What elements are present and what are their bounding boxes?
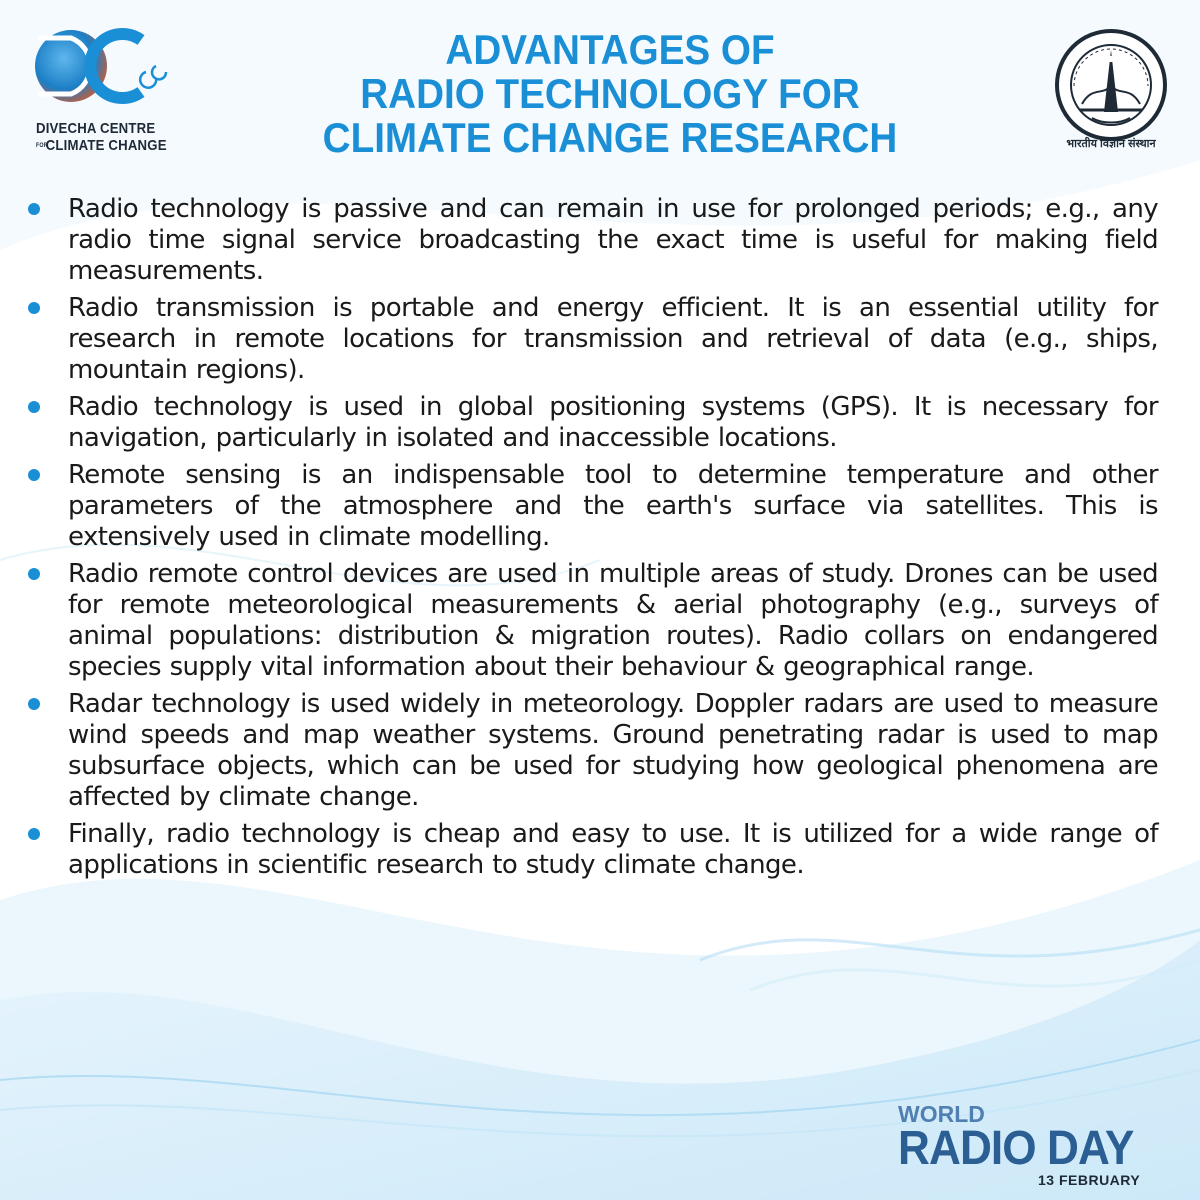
org-name-for: FOR xyxy=(36,142,48,149)
bullet-text: Remote sensing is an indispensable tool to determine temperature and other parameters of the atmosphere and the earth's surface via satellites. This is extensively used in climate modelling. xyxy=(68,460,1158,552)
bullet-dot-icon xyxy=(28,568,40,580)
page-title xyxy=(279,28,941,160)
org-name-line2: CLIMATE CHANGE xyxy=(45,137,167,154)
list-item xyxy=(28,293,1158,386)
seal-caption: भारतीय विज्ञान संस्थान xyxy=(1066,138,1156,150)
title-line-2: RADIO TECHNOLOGY FOR xyxy=(360,70,860,117)
list-item xyxy=(28,460,1158,553)
list-item xyxy=(28,392,1158,454)
footer-radio-day: RADIO DAY xyxy=(898,1122,1134,1175)
advantages-list xyxy=(28,194,1158,887)
title-line-1: ADVANTAGES OF xyxy=(445,26,775,73)
footer-world: WORLD xyxy=(898,1101,985,1127)
divecha-centre-logo xyxy=(26,18,186,158)
bullet-dot-icon xyxy=(28,401,40,413)
bullet-dot-icon xyxy=(28,828,40,840)
list-item xyxy=(28,819,1158,881)
bullet-dot-icon xyxy=(28,698,40,710)
bullet-text: Radio transmission is portable and energy efficient. It is an essential utility for research in remote locations for transmission and retrieval of data (e.g., ships, mountain regions). xyxy=(68,293,1158,385)
bullet-dot-icon xyxy=(28,203,40,215)
iisc-seal-logo xyxy=(1052,20,1170,150)
bullet-text: Radio technology is passive and can remain in use for prolonged periods; e.g., any radio time signal service broadcasting the exact time is useful for making field measurements. xyxy=(68,194,1158,286)
list-item xyxy=(28,559,1158,683)
bullet-text: Finally, radio technology is cheap and easy to use. It is utilized for a wide range of applications in scientific research to study climate change. xyxy=(68,819,1158,880)
bullet-text: Radar technology is used widely in meteorology. Doppler radars are used to measure wind speeds and map weather systems. Ground penetrating radar is used to map subsurface objects, which can be used for studying how geological phenomena are affected by climate change. xyxy=(68,689,1158,812)
dccc-logo-icon xyxy=(26,18,176,118)
footer-date: 13 FEBRUARY xyxy=(1038,1172,1141,1188)
org-name-line1: DIVECHA CENTRE xyxy=(36,120,156,137)
bullet-text: Radio remote control devices are used in multiple areas of study. Drones can be used for remote meteorological measurements & aerial photography (e.g., surveys of animal populations: distribution & migration routes). Radio collars on endangered species supply vital information about their behaviour & geographical range. xyxy=(68,559,1158,682)
world-radio-day-badge xyxy=(898,1102,1148,1188)
bullet-dot-icon xyxy=(28,469,40,481)
bullet-text: Radio technology is used in global positioning systems (GPS). It is necessary for navigation, particularly in isolated and inaccessible locations. xyxy=(68,392,1158,453)
list-item xyxy=(28,194,1158,287)
list-item xyxy=(28,689,1158,813)
bullet-dot-icon xyxy=(28,302,40,314)
title-line-3: CLIMATE CHANGE RESEARCH xyxy=(322,114,898,161)
